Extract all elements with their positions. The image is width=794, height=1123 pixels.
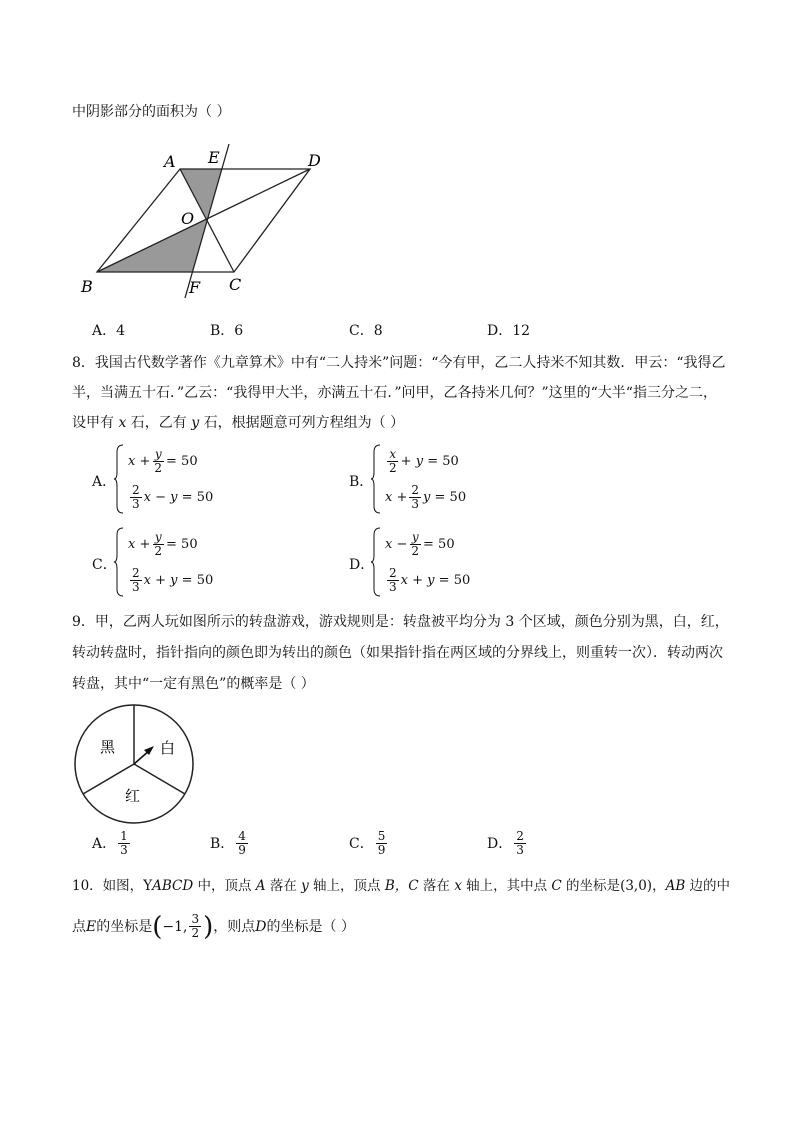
spinner-wheel — [72, 700, 198, 828]
q8-option-d-letter[interactable]: D． — [349, 557, 375, 573]
q8-option-d-system[interactable]: x − $\frac{y}{2}$ = 50 $\frac{2}{3}$ x + y = 50 — [371, 527, 471, 597]
q9-option-d[interactable]: D． $\frac{2}{3}$ — [487, 829, 524, 857]
q7-option-b[interactable]: B．6 — [210, 323, 244, 339]
brace-icon — [114, 527, 124, 597]
label-e: E — [208, 148, 220, 167]
q7-stem-tail: 中阴影部分的面积为（ ） — [72, 104, 231, 120]
parallelogram-figure — [72, 138, 342, 303]
q10-stem-line1: 10．如图，YABCD 中，顶点 A 落在 y 轴上，顶点 B，C 落在 x 轴上，其中点 C 的坐标是(3,0)，AB 边的中 — [72, 878, 731, 894]
label-b: B — [81, 277, 93, 296]
q9-stem-line3: 转盘，其中“一定有黑色”的概率是（ ） — [72, 676, 315, 692]
q8-option-b-system[interactable]: $\frac{x}{2}$ + y = 50 x + $\frac{2}{3}$ y = 50 — [371, 444, 471, 514]
label-o: O — [181, 209, 195, 228]
q9-option-a[interactable]: A． $\frac{1}{3}$ — [92, 829, 128, 857]
label-a: A — [164, 152, 176, 171]
brace-icon — [371, 444, 381, 514]
q8-option-a-letter[interactable]: A． — [92, 474, 117, 490]
q8-option-c-letter[interactable]: C． — [92, 557, 117, 573]
q7-option-a[interactable]: A．4 — [92, 323, 126, 339]
q9-option-c[interactable]: C． $\frac{5}{9}$ — [349, 829, 386, 857]
q7-option-d[interactable]: D．12 — [487, 323, 531, 339]
q8-stem-line1: 8．我国古代数学著作《九章算术》中有“二人持米”问题：“今有甲，乙二人持米不知其数．甲云：“我得乙 — [72, 355, 726, 371]
brace-icon — [114, 444, 124, 514]
q7-option-c[interactable]: C．8 — [349, 323, 383, 339]
q9-stem-line1: 9．甲，乙两人玩如图所示的转盘游戏，游戏规则是：转盘被平均分为 3 个区域，颜色分别为黑，白，红， — [72, 614, 729, 630]
q8-stem-line3: 设甲有 x 石，乙有 y 石，根据题意可列方程组为（ ） — [72, 415, 405, 431]
wheel-label-black: 黑 — [100, 738, 116, 756]
q10-stem-line2: 点 E 的坐标是 ( −1, $\frac{3}{2}$ ) ，则点 D 的坐标是（ ） — [72, 911, 355, 942]
label-f: F — [189, 278, 201, 297]
q9-stem-line2: 转动转盘时，指针指向的颜色即为转出的颜色（如果指针指在两区域的分界线上，则重转一次）．转动两次 — [72, 645, 723, 661]
wheel-label-white: 白 — [160, 739, 176, 757]
label-c: C — [229, 275, 242, 294]
label-d: D — [308, 151, 321, 170]
q8-option-c-system[interactable]: x + $\frac{y}{2}$ = 50 $\frac{2}{3}$ x + y = 50 — [114, 527, 214, 597]
q9-option-b[interactable]: B． $\frac{4}{9}$ — [210, 829, 246, 857]
q8-option-a-system[interactable]: x + $\frac{y}{2}$ = 50 $\frac{2}{3}$ x − y = 50 — [114, 444, 214, 514]
q8-stem-line2: 半，当满五十石．”乙云：“我得甲大半，亦满五十石．”问甲，乙各持米几何？”这里的“大半“指三分之二， — [72, 385, 717, 401]
q8-option-b-letter[interactable]: B． — [349, 474, 374, 490]
wheel-label-red: 红 — [125, 787, 141, 805]
brace-icon — [371, 527, 381, 597]
